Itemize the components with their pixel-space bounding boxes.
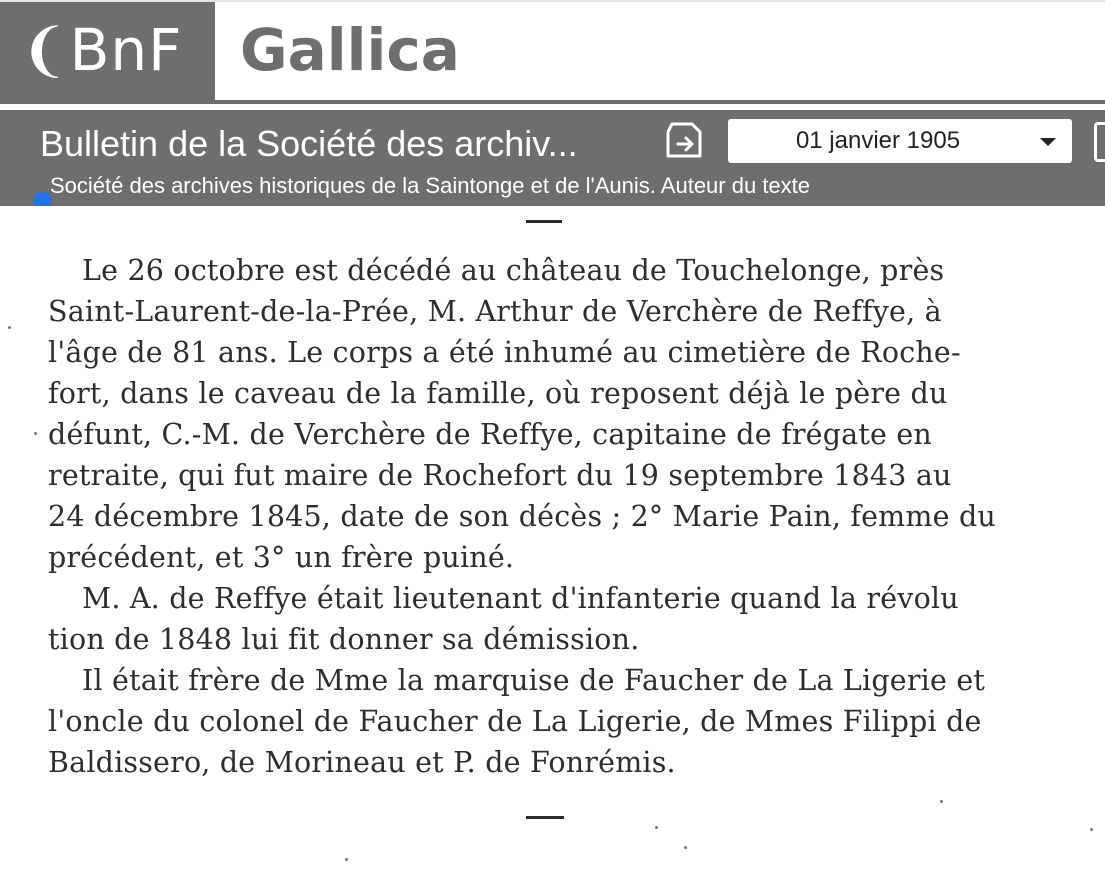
scan-speck bbox=[684, 846, 687, 849]
bnf-logo-text: ❨BnF bbox=[20, 16, 183, 84]
scan-speck bbox=[1090, 828, 1093, 831]
paragraph-1: Le 26 octobre est décédé au château de Touchelonge, près Saint-Laurent-de-la-Prée, M. Arthur de Verchère de Reffye, à l'âge de 81 ans. Le corps a été inhumé au cimetière de Roche- fort, dans le caveau de la famille, où reposent déjà le père du défunt, C.-M. de Verchère de Reffye, capitaine de frégate en retraite, qui fut maire de Rochefort du 19 septembre 1843 au 24 décembre 1845, date de son décès ; 2° Marie Pain, femme du précédent, et 3° un frère puiné. bbox=[48, 254, 996, 574]
bnf-logo[interactable] bbox=[0, 2, 215, 100]
document-bar bbox=[0, 110, 1105, 206]
header-divider bbox=[0, 100, 1105, 104]
page-scan bbox=[0, 206, 1105, 876]
site-header bbox=[0, 0, 1105, 102]
document-export-icon[interactable] bbox=[664, 120, 704, 160]
separator-dash-bottom bbox=[526, 816, 564, 819]
paragraph-3: Il était frère de Mme la marquise de Faucher de La Ligerie et l'oncle du colonel de Faucher de La Ligerie, de Mmes Filippi de Baldissero, de Morineau et P. de Fonrémis. bbox=[48, 664, 986, 779]
scan-speck bbox=[940, 800, 943, 803]
gallica-logo[interactable]: Gallica bbox=[240, 16, 460, 84]
chevron-down-icon bbox=[1040, 138, 1056, 146]
panel-edge-icon[interactable] bbox=[1094, 122, 1105, 162]
separator-dash-top bbox=[526, 220, 562, 223]
document-author[interactable]: Société des archives historiques de la Saintonge et de l'Aunis. Auteur du texte bbox=[50, 173, 811, 198]
document-title[interactable]: Bulletin de la Société des archiv... bbox=[40, 123, 578, 164]
scan-speck bbox=[345, 858, 348, 861]
scan-speck bbox=[655, 826, 658, 829]
scan-speck bbox=[8, 326, 11, 329]
paragraph-2: M. A. de Reffye était lieutenant d'infanterie quand la révolu tion de 1848 lui fit donner sa démission. bbox=[48, 582, 959, 656]
date-select[interactable] bbox=[728, 119, 1072, 163]
scan-speck bbox=[34, 432, 37, 435]
date-select-value: 01 janvier 1905 bbox=[795, 127, 961, 154]
